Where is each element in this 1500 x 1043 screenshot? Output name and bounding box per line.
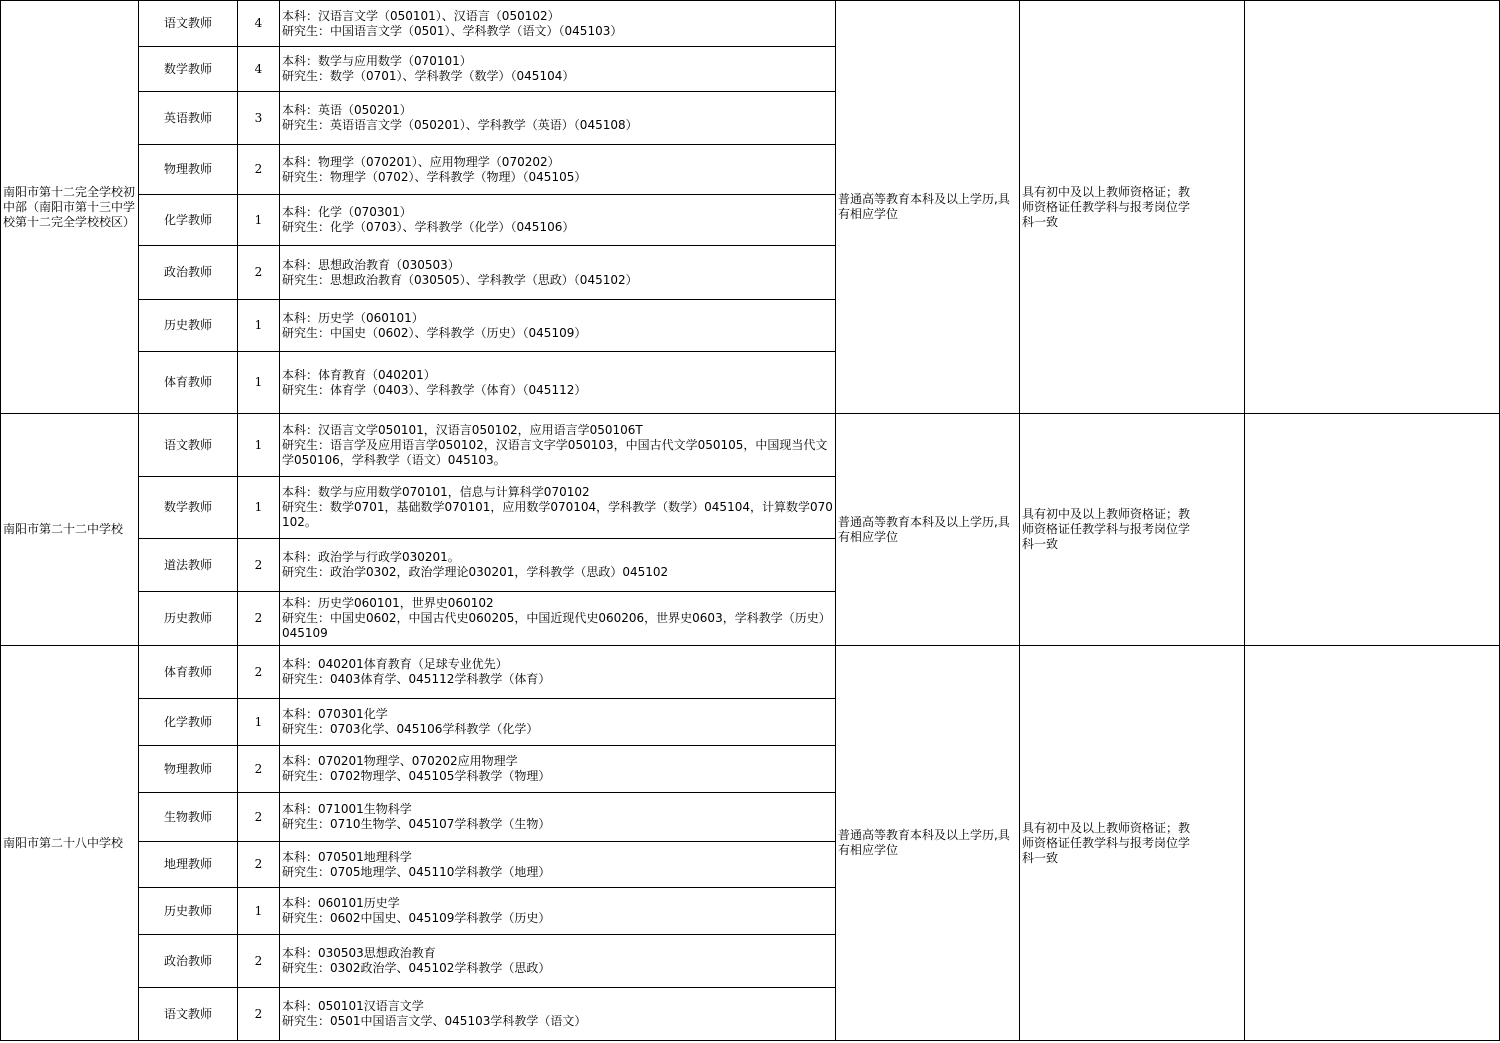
undergrad-major-text: 本科：070301化学: [282, 707, 388, 721]
major-requirement-cell: [280, 539, 836, 592]
post-name-cell: 物理教师: [139, 746, 238, 793]
major-requirement-cell: [280, 988, 836, 1041]
major-requirement-cell: [280, 699, 836, 746]
headcount-cell: 2: [238, 145, 280, 195]
major-requirement-cell: [280, 92, 836, 145]
headcount-cell: 1: [238, 477, 280, 539]
undergrad-major-text: 本科：化学（070301）: [282, 205, 412, 219]
graduate-major-text: 研究生：数学（0701）、学科教学（数学）（045104）: [282, 69, 575, 83]
certificate-requirement-cell: [1020, 646, 1245, 1041]
graduate-major-text: 研究生：0403体育学、045112学科教学（体育）: [282, 672, 551, 686]
post-name-cell: 政治教师: [139, 246, 238, 300]
undergrad-major-text: 本科：070201物理学、070202应用物理学: [282, 754, 518, 768]
graduate-major-text: 研究生：中国史0602，中国古代史060205，中国近现代史060206，世界史0603，学科教学（历史）045109: [282, 611, 831, 640]
major-requirement-cell: [280, 47, 836, 92]
graduate-major-text: 研究生：0501中国语言文学、045103学科教学（语文）: [282, 1014, 587, 1028]
certificate-requirement-cell: [1020, 414, 1245, 646]
headcount-cell: 1: [238, 195, 280, 246]
undergrad-major-text: 本科：体育教育（040201）: [282, 367, 436, 382]
undergrad-major-text: 本科：汉语言文学（050101）、汉语言（050102）: [282, 8, 560, 23]
undergrad-major-text: 本科：数学与应用数学（070101）: [282, 54, 472, 68]
table-row: [1, 414, 1500, 477]
education-requirement-cell: 普通高等教育本科及以上学历,具有相应学位: [836, 646, 1020, 1041]
major-requirement-cell: [280, 646, 836, 699]
graduate-major-text: 研究生：语言学及应用语言学050102，汉语言文字学050103，中国古代文学050105，中国现当代文学050106，学科教学（语文）045103。: [282, 437, 828, 467]
school-name-cell: 南阳市第二十二中学校: [1, 414, 139, 646]
post-name-cell: 地理教师: [139, 842, 238, 888]
graduate-major-text: 研究生：0703化学、045106学科教学（化学）: [282, 722, 539, 736]
graduate-major-text: 研究生：数学0701，基础数学070101，应用数学070104，学科教学（数学）045104，计算数学070102。: [282, 500, 833, 529]
graduate-major-text: 研究生：体育学（0403）、学科教学（体育）（045112）: [282, 382, 587, 397]
post-name-cell: 语文教师: [139, 988, 238, 1041]
table-row: [1, 1, 1500, 47]
headcount-cell: 2: [238, 988, 280, 1041]
undergrad-major-text: 本科：汉语言文学050101，汉语言050102，应用语言学050106T: [282, 422, 643, 437]
headcount-cell: 1: [238, 414, 280, 477]
headcount-cell: 2: [238, 746, 280, 793]
headcount-cell: 1: [238, 888, 280, 935]
undergrad-major-text: 本科：政治学与行政学030201。: [282, 550, 460, 564]
school-name-cell: 南阳市第十二完全学校初中部（南阳市第十三中学校第十二完全学校校区）: [1, 1, 139, 414]
post-name-cell: 语文教师: [139, 1, 238, 47]
school-name-cell: 南阳市第二十八中学校: [1, 646, 139, 1041]
post-name-cell: 数学教师: [139, 477, 238, 539]
headcount-cell: 2: [238, 935, 280, 988]
headcount-cell: 1: [238, 699, 280, 746]
undergrad-major-text: 本科：040201体育教育（足球专业优先）: [282, 657, 508, 671]
headcount-cell: 4: [238, 1, 280, 47]
headcount-cell: 3: [238, 92, 280, 145]
major-requirement-cell: [280, 246, 836, 300]
undergrad-major-text: 本科：物理学（070201）、应用物理学（070202）: [282, 154, 560, 169]
post-name-cell: 英语教师: [139, 92, 238, 145]
post-name-cell: 化学教师: [139, 699, 238, 746]
graduate-major-text: 研究生：中国语言文学（0501）、学科教学（语文）（045103）: [282, 23, 623, 38]
major-requirement-cell: [280, 1, 836, 47]
post-name-cell: 体育教师: [139, 646, 238, 699]
undergrad-major-text: 本科：英语（050201）: [282, 103, 412, 117]
certificate-text: 具有初中及以上教师资格证；教师资格证任教学科与报考岗位学科一致: [1022, 184, 1191, 229]
graduate-major-text: 研究生：0602中国史、045109学科教学（历史）: [282, 911, 551, 925]
undergrad-major-text: 本科：030503思想政治教育: [282, 946, 436, 960]
post-name-cell: 体育教师: [139, 352, 238, 414]
graduate-major-text: 研究生：0702物理学、045105学科教学（物理）: [282, 769, 551, 783]
major-requirement-cell: [280, 414, 836, 477]
headcount-cell: 4: [238, 47, 280, 92]
headcount-cell: 2: [238, 592, 280, 646]
major-requirement-cell: [280, 793, 836, 842]
post-name-cell: 历史教师: [139, 888, 238, 935]
undergrad-major-text: 本科：思想政治教育（030503）: [282, 257, 460, 272]
major-requirement-cell: [280, 352, 836, 414]
graduate-major-text: 研究生：0302政治学、045102学科教学（思政）: [282, 961, 551, 975]
major-requirement-cell: [280, 935, 836, 988]
remarks-cell: [1245, 1, 1500, 414]
major-requirement-cell: [280, 842, 836, 888]
major-requirement-cell: [280, 477, 836, 539]
post-name-cell: 历史教师: [139, 300, 238, 352]
major-requirement-cell: [280, 195, 836, 246]
undergrad-major-text: 本科：历史学（060101）: [282, 310, 424, 325]
major-requirement-cell: [280, 592, 836, 646]
undergrad-major-text: 本科：历史学060101，世界史060102: [282, 596, 494, 610]
major-requirement-cell: [280, 888, 836, 935]
education-requirement-cell: 普通高等教育本科及以上学历,具有相应学位: [836, 414, 1020, 646]
graduate-major-text: 研究生：英语语言文学（050201）、学科教学（英语）（045108）: [282, 118, 638, 132]
undergrad-major-text: 本科：071001生物科学: [282, 802, 412, 816]
post-name-cell: 语文教师: [139, 414, 238, 477]
major-requirement-cell: [280, 300, 836, 352]
remarks-cell: [1245, 646, 1500, 1041]
headcount-cell: 2: [238, 842, 280, 888]
post-name-cell: 数学教师: [139, 47, 238, 92]
headcount-cell: 2: [238, 793, 280, 842]
undergrad-major-text: 本科：050101汉语言文学: [282, 999, 424, 1013]
graduate-major-text: 研究生：物理学（0702）、学科教学（物理）（045105）: [282, 169, 587, 184]
undergrad-major-text: 本科：060101历史学: [282, 896, 400, 910]
post-name-cell: 生物教师: [139, 793, 238, 842]
undergrad-major-text: 本科：数学与应用数学070101，信息与计算科学070102: [282, 485, 590, 499]
graduate-major-text: 研究生：中国史（0602）、学科教学（历史）（045109）: [282, 325, 587, 340]
headcount-cell: 2: [238, 646, 280, 699]
certificate-requirement-cell: [1020, 1, 1245, 414]
headcount-cell: 1: [238, 300, 280, 352]
post-name-cell: 历史教师: [139, 592, 238, 646]
post-name-cell: 道法教师: [139, 539, 238, 592]
education-requirement-cell: 普通高等教育本科及以上学历,具有相应学位: [836, 1, 1020, 414]
remarks-cell: [1245, 414, 1500, 646]
table-row: [1, 646, 1500, 699]
post-name-cell: 政治教师: [139, 935, 238, 988]
graduate-major-text: 研究生：政治学0302，政治学理论030201，学科教学（思政）045102: [282, 565, 669, 579]
post-name-cell: 化学教师: [139, 195, 238, 246]
graduate-major-text: 研究生：思想政治教育（030505）、学科教学（思政）（045102）: [282, 272, 638, 287]
major-requirement-cell: [280, 145, 836, 195]
certificate-text: 具有初中及以上教师资格证；教师资格证任教学科与报考岗位学科一致: [1022, 507, 1191, 551]
graduate-major-text: 研究生：0710生物学、045107学科教学（生物）: [282, 817, 551, 831]
undergrad-major-text: 本科：070501地理科学: [282, 849, 412, 864]
graduate-major-text: 研究生：化学（0703）、学科教学（化学）（045106）: [282, 220, 575, 234]
major-requirement-cell: [280, 746, 836, 793]
graduate-major-text: 研究生：0705地理学、045110学科教学（地理）: [282, 864, 551, 879]
headcount-cell: 2: [238, 539, 280, 592]
headcount-cell: 1: [238, 352, 280, 414]
post-name-cell: 物理教师: [139, 145, 238, 195]
certificate-text: 具有初中及以上教师资格证；教师资格证任教学科与报考岗位学科一致: [1022, 820, 1191, 865]
headcount-cell: 2: [238, 246, 280, 300]
